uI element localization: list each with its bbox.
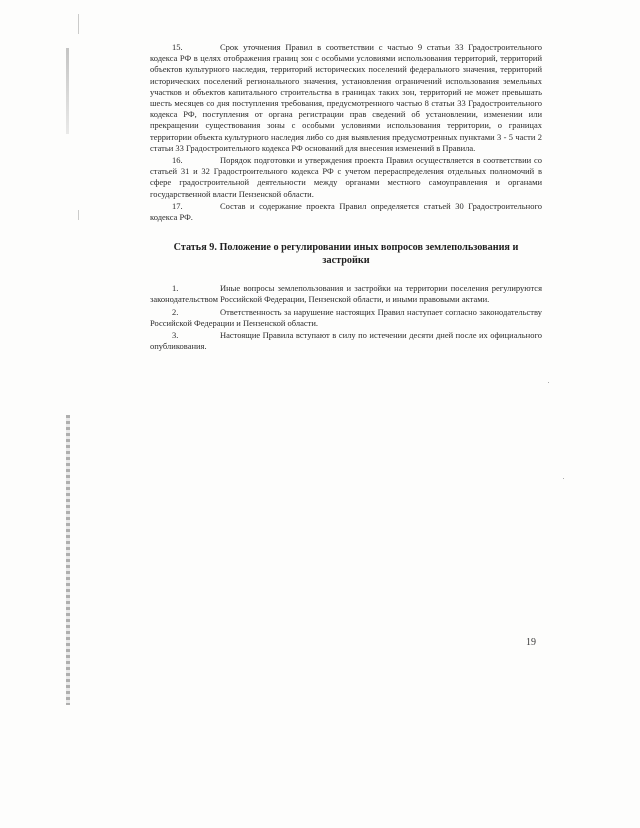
paragraph-text: Состав и содержание проекта Правил определяется статьей 30 Градостроительного кодекса РФ. <box>150 200 542 223</box>
paragraph-1 <box>150 283 542 305</box>
scan-artifact-bottom <box>66 415 70 705</box>
paragraph-2 <box>150 307 542 329</box>
paragraph-number: 2. <box>172 306 179 317</box>
paragraph-number: 17. <box>172 200 183 211</box>
paragraph-number: 16. <box>172 155 183 166</box>
paragraph-text: Порядок подготовки и утверждения проекта Правил осуществляется в соответствии со статьей 31 и 32 Градостроительного кодекса РФ с учетом перераспределения отдельных полномочий в сфере градостроительной деятельности между органами местного самоуправления и органами государственной власти Пензенской области. <box>150 155 542 199</box>
article-heading: Статья 9. Положение о регулировании иных вопросов землепользования и застройки <box>173 242 519 267</box>
scan-speck <box>548 382 549 383</box>
scan-mark <box>78 210 79 220</box>
document-body <box>150 42 542 353</box>
paragraph-number: 15. <box>172 42 183 52</box>
paragraph-text: Иные вопросы землепользования и застройки на территории поселения регулируются законодательством Российской Федерации, Пензенской области, и иными правовыми актами. <box>150 283 542 305</box>
scan-speck <box>563 478 564 479</box>
paragraph-text: Срок уточнения Правил в соответствии с частью 9 статьи 33 Градостроительного кодекса РФ в целях отображения границ зон с особыми условиями использования территорий, территорий объектов культурного наследия, территорий исторических поселений федерального значения, территорий исторических поселений регионального значения, установления ограничений использования земельных участков и объектов капитального строительства в границах таких зон, территорий не может превышать шесть месяцев со дня поступления требования, предусмотренного частью 8 статьи 33 Градостроительного кодекса РФ, поступления от органа регистрации прав сведений об установлении, изменении или прекращении существования зоны с особыми условиями использования территории, о границах территории объекта культурного наследия либо со дня выявления предусмотренных пунктами 3 - 5 части 2 статьи 33 Градостроительного кодекса РФ оснований для внесения изменений в Правила. <box>150 42 542 153</box>
paragraph-16 <box>150 155 542 200</box>
paragraph-text: Ответственность за нарушение настоящих Правил наступает согласно законодательству Российской Федерации и Пензенской области. <box>150 306 542 328</box>
scan-artifact-top <box>66 48 69 134</box>
page-number: 19 <box>526 637 536 648</box>
paragraph-number: 3. <box>172 330 179 341</box>
paragraph-17 <box>150 201 542 223</box>
scan-mark <box>78 14 79 34</box>
paragraph-15 <box>150 42 542 154</box>
paragraph-text: Настоящие Правила вступают в силу по истечении десяти дней после их официального опубликования. <box>150 330 542 352</box>
paragraph-number: 1. <box>172 283 179 294</box>
paragraph-3 <box>150 330 542 352</box>
